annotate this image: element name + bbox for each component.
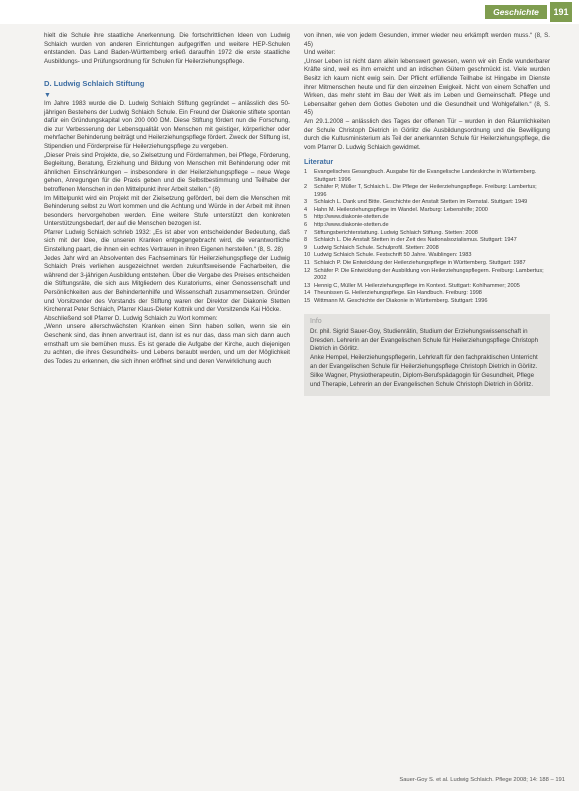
page-number: 191 xyxy=(550,2,572,22)
list-item xyxy=(304,245,550,253)
right-column xyxy=(304,32,550,396)
lit-number: 12 xyxy=(304,267,311,274)
list-item xyxy=(304,199,550,207)
list-item xyxy=(304,298,550,306)
lit-text: Schlaich L. Die Anstalt Stetten in der Zeit des Nationalsozialismus. Stuttgart: 1947 xyxy=(314,237,517,244)
lit-number: 2 xyxy=(304,184,308,191)
lit-number: 6 xyxy=(304,222,308,229)
list-item xyxy=(304,290,550,298)
section-label: Geschichte xyxy=(493,7,539,17)
author-bio: Anke Hempel, Heilerziehungspflegerin, Lehrkraft für den fachpraktischen Unterricht an der Evangelischen Schule für Heilerziehungspflege Christoph Dietrich in Görlitz. xyxy=(310,354,538,370)
body-paragraph: „Wenn unsere allerschwächsten Kranken einen Sinn haben sollen, wenn sie ein Geschenk sind, das ihnen anvertraut ist, dann ist es nur das, dass man sich dann auch ernsthaft um sie bemühen muss. Es ist gerade die Aufgabe der Kirche, auch diejenigen zu achten, die ihres Gesundheits- und Lebens beraubt werden, und um der Möglichkeit des Todes zu erkennen, die sich ihnen eröffnet sind und deren Verwirklichung auch xyxy=(44,323,290,365)
intro-paragraph: hielt die Schule ihre staatliche Anerkennung. Die fortschrittlichen Ideen von Ludwig Schlaich wurden von anderen Einrichtungen aufgegriffen und weitere HEP-Schulen entstanden. Das Land Baden-Württemberg erließ daraufhin 1972 die erste staatliche Ausbildungs- und Prüfungsordnung für Schulen für Heilerziehungspflege. xyxy=(44,32,290,65)
body-paragraph: Im Mittelpunkt wird ein Projekt mit der Zielsetzung gefördert, bei dem die Menschen mit Behinderung selbst zu Wort kommen und die Achtung und Würde in der Arbeit mit ihnen besonders hervorgehoben werden. Eine weitere Stufe unterstützt den konkreten Unterstützungsbedarf, der auf die Menschen bezogen ist. xyxy=(44,194,290,228)
lit-text: Hahn M. Heilerziehungspflege im Wandel. Marburg: Lebenshilfe; 2000 xyxy=(314,206,488,213)
lit-text: Schlaich L. Dank und Bitte. Geschichte der Anstalt Stetten im Remstal. Stuttgart: 1949 xyxy=(314,199,528,206)
lit-text: Schäfer P. Die Entwicklung der Ausbildung von Heilerziehungspflegern. Freiburg: Lambertus; 2002 xyxy=(314,267,544,282)
author-bio: Dr. phil. Sigrid Sauer-Goy, Studienrätin, Studium der Erziehungswissenschaft in Dresden. Lehrerin an der Evangelischen Schule für Heilerziehungspflege Christoph Dietrich in Görlitz. xyxy=(310,328,539,352)
section-title: D. Ludwig Schlaich Stiftung xyxy=(44,79,145,89)
lit-number: 10 xyxy=(304,252,311,259)
section-tab xyxy=(485,5,547,19)
list-item xyxy=(304,222,550,230)
body-paragraph: „Dieser Preis sind Projekte, die, so Zielsetzung und Förderrahmen, bei Pflege, Förderung, Begleitung, Beratung, Erziehung und Bildung von Menschen mit Behinderung oder mit ähnlichen Einschränkungen – insbesondere in der Heilerziehungspflege – neue Wege gehen, Anregungen für die Praxis geben und die Selbstbestimmung und Teilhabe der betroffenen Menschen in den Mittelpunkt ihrer Arbeit stellen.“ (8) xyxy=(44,151,290,193)
lit-text[interactable]: http://www.diakonie-stetten.de xyxy=(314,222,389,229)
lit-text: Schäfer P, Müller T, Schlaich L. Die Pflege der Heilerziehungspflege. Freiburg: Lambertus; 1996 xyxy=(314,184,537,198)
lit-text: Evangelisches Gesangbuch. Ausgabe für die Evangelische Landeskirche in Württemberg. Stuttgart: 1996 xyxy=(314,168,537,183)
lit-number: 15 xyxy=(304,298,311,304)
lit-text[interactable]: http://www.diakonie-stetten.de xyxy=(314,214,389,221)
list-item xyxy=(304,237,550,245)
lit-text: Stiftungsberichterstattung. Ludwig Schlaich Stiftung. Stetten: 2008 xyxy=(314,229,478,236)
body-paragraph: Jedes Jahr wird an Absolventen des Fachseminars für Heilerziehungspflege der Ludwig Schlaich Preis verliehen ausgezeichnet werden zukunftsweisende Facharbeiten, die während der 3-jährigen Ausbildung entstehen. Über die Vergabe des Preises entscheiden die Stiftungsräte, die sich aus Mitgliedern des Kuratoriums, einer Genossenschaft und Persönlichkeiten aus der Behindertenhilfe und Wissenschaft zusammensetzen. Gründer und Vorsitzender des Vorstands der Stiftung waren der Direktor der Diakonie Stetten Kirchenrat Peter Schlaich, Pfarrer Klaus-Dieter Kottnik und der Vorsitzende Kai Höcke. xyxy=(44,254,290,314)
lit-number: 8 xyxy=(304,237,308,244)
list-item xyxy=(304,214,550,222)
body-paragraph: Und weiter: xyxy=(304,49,336,57)
lit-number: 7 xyxy=(304,229,308,236)
author-info-box xyxy=(304,314,550,396)
lit-number: 1 xyxy=(304,168,308,175)
body-paragraph: Im Jahre 1983 wurde die D. Ludwig Schlaich Stiftung gegründet – anlässlich des 50-jährigen Bestehens der Ludwig Schlaich Schule. Ein Freund der Diakonie stiftete spontan dafür ein Gründungskapital von 200 000 DM. Diese Stiftung fördert nun die Forschung, die zur Verbesserung der Lebensqualität von Menschen mit geistiger, körperlicher oder mehrfacher Behinderung beiträgt und Heilerziehungspflege fördert. Zweck der Stiftung ist, Stipendien und Förderpreise für Heilerziehungspflege zu vergeben. xyxy=(44,99,290,150)
body-paragraph: Am 29.1.2008 – anlässlich des Tages der offenen Tür – wurden in den Räumlichkeiten der Schule Christoph Dietrich in Görlitz die Ausbildungsordnung und die Bewilligung durch die Kultusministerium als Teil der anerkannten Schule für Heilerziehungspflege, die vom Pfarrer D. Ludwig Schlaich gewidmet. xyxy=(304,117,550,151)
author-bio: Silke Wagner, Physiotherapeutin, Diplom-Berufspädagogin für Gesundheit, Pflege und Therapie, Lehrerin an der Evangelischen Schule Christoph Dietrich in Görlitz. xyxy=(310,372,535,388)
body-paragraph: Pfarrer Ludwig Schlaich schrieb 1932: „Es ist aber von entscheidender Bedeutung, daß sich mit der Idee, die unseren Kranken entgegengebracht wird, die verantwortliche Einstellung paart, die ihnen ein echtes Vertrauen in ihren Eigenen herstellen.“ (8, S. 28) xyxy=(44,228,290,254)
arrow-down-icon: ▼ xyxy=(44,91,51,99)
body-paragraph: von ihnen, wie von jedem Gesunden, immer wieder neu erkämpft werden muss.“ (8, S. 45) xyxy=(304,32,550,48)
lit-number: 5 xyxy=(304,214,308,221)
lit-number: 4 xyxy=(304,206,308,213)
lit-number: 9 xyxy=(304,244,308,251)
lit-text: Hennig C, Müller M. Heilerziehungspflege im Kontext. Stuttgart: Kohlhammer; 2005 xyxy=(314,282,520,289)
lit-number: 14 xyxy=(304,290,311,297)
list-item xyxy=(304,169,550,184)
lit-text: Schlaich P. Die Entwicklung der Heilerziehungspflege in Württemberg. Stuttgart: 1987 xyxy=(314,260,526,267)
info-label: Info xyxy=(310,317,322,325)
footer-citation: Sauer-Goy S. et al. Ludwig Schlaich. Pflege 2008; 14: 188 – 191 xyxy=(399,777,565,783)
list-item xyxy=(304,268,550,283)
list-item xyxy=(304,230,550,238)
lit-text: Theunissen G. Heilerziehungspflege. Ein Handbuch. Freiburg: 1998 xyxy=(314,290,482,297)
literature-title: Literatur xyxy=(304,157,334,167)
page-header xyxy=(0,0,579,24)
lit-text: Wittmann M. Geschichte der Diakonie in Württemberg. Stuttgart: 1996 xyxy=(314,298,488,304)
lit-text: Ludwig Schlaich Schule. Festschrift 50 Jahre. Waiblingen: 1983 xyxy=(314,252,472,259)
body-paragraph: Abschließend soll Pfarrer D. Ludwig Schlaich zu Wort kommen: xyxy=(44,314,218,322)
list-item xyxy=(304,184,550,199)
list-item xyxy=(304,252,550,260)
lit-number: 3 xyxy=(304,199,308,206)
lit-number: 13 xyxy=(304,282,311,289)
list-item xyxy=(304,207,550,215)
lit-number: 11 xyxy=(304,260,310,267)
list-item xyxy=(304,260,550,268)
left-column xyxy=(44,32,290,366)
literature-list xyxy=(304,169,550,306)
lit-text: Ludwig Schlaich Schule. Schulprofil. Stetten: 2008 xyxy=(314,244,439,251)
body-paragraph: „Unser Leben ist nicht dann allein lebenswert gewesen, wenn wir ein Ende wunderbarer Kräfte sind, weil es ihm erreicht und an irdischen Gütern geschmückt ist. Viele wurden Besitz ich kaum nicht ewig sein. Der Pflicht erfüllende Teilhabe ist Hingabe im Dienste ihrer Mitmenschen heute und für den einzelnen Ewigkeit. Nicht von einem Schaffen und Wirken, das mehr steht im Bau der Welt als im Leben und Gemeinschaft. Pflege und Lebensalter gehen dem Gottes Geboten und die Gesundheit und Wohlgefallen.“ (8, S. 45) xyxy=(304,57,550,117)
list-item xyxy=(304,283,550,291)
